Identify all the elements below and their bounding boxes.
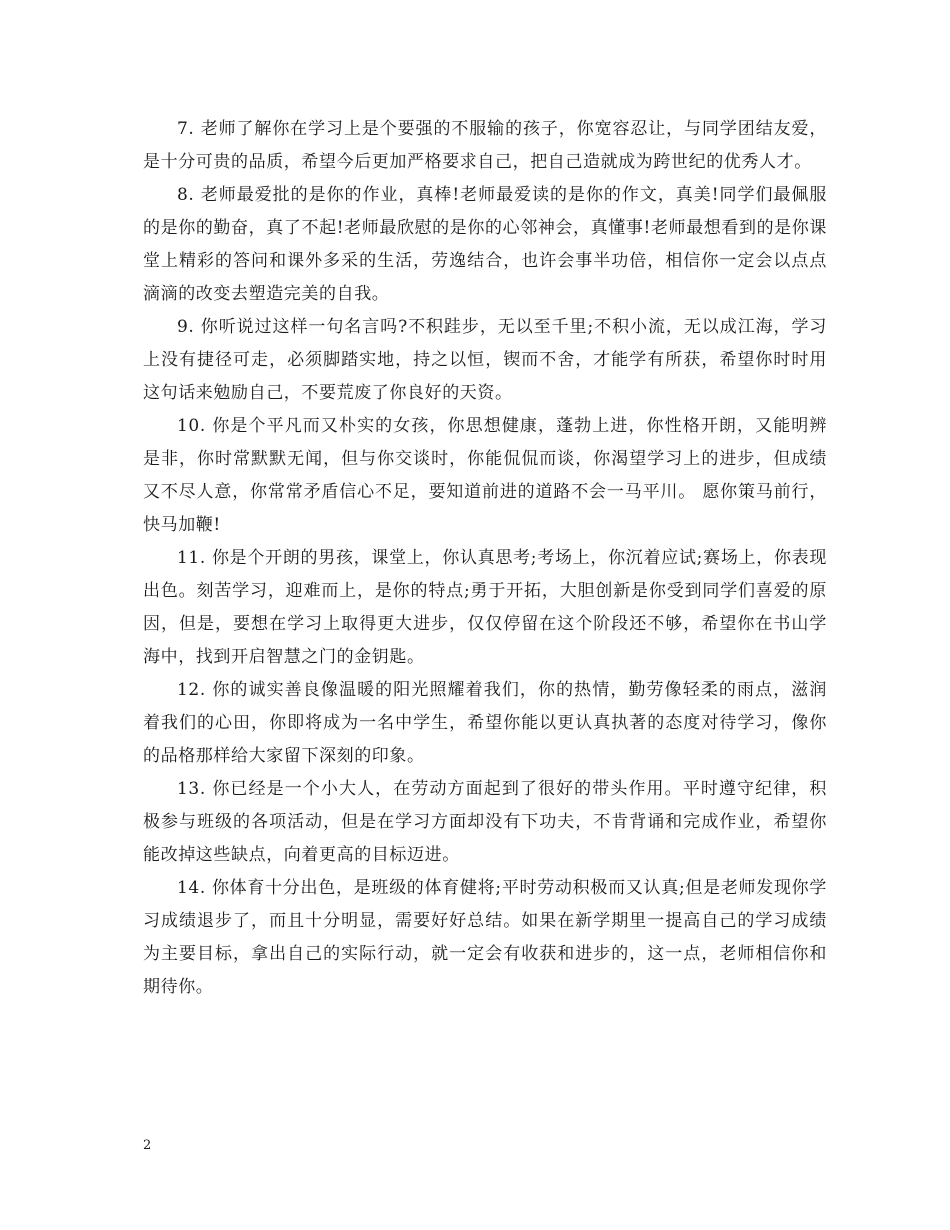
paragraph-8: 8. 老师最爱批的是你的作业，真棒!老师最爱读的是你的作文，真美!同学们最佩服的是你的勤奋，真了不起!老师最欣慰的是你的心邻神会，真懂事!老师最想看到的是你课堂上精彩的答问和课外多采的生活，劳逸结合，也许会事半功倍，相信你一定会以点点滴滴的改变去塑造完美的自我。 xyxy=(143,185,827,304)
paragraph-12: 12. 你的诚实善良像温暖的阳光照耀着我们，你的热情，勤劳像轻柔的雨点，滋润着我们的心田，你即将成为一名中学生，希望你能以更认真执著的态度对待学习，像你的品格那样给大家留下深刻的印象。 xyxy=(143,680,827,766)
page-number: 2 xyxy=(143,1138,152,1153)
paragraph-13: 13. 你已经是一个小大人，在劳动方面起到了很好的带头作用。平时遵守纪律，积极参与班级的各项活动，但是在学习方面却没有下功夫，不肯背诵和完成作业，希望你能改掉这些缺点，向着更高的目标迈进。 xyxy=(143,779,827,865)
paragraph-14: 14. 你体育十分出色，是班级的体育健将;平时劳动积极而又认真;但是老师发现你学习成绩退步了，而且十分明显，需要好好总结。如果在新学期里一提高自己的学习成绩为主要目标，拿出自己的实际行动，就一定会有收获和进步的，这一点，老师相信你和期待你。 xyxy=(143,878,827,997)
paragraph-7: 7. 老师了解你在学习上是个要强的不服输的孩子，你宽容忍让，与同学团结友爱，是十分可贵的品质，希望今后更加严格要求自己，把自己造就成为跨世纪的优秀人才。 xyxy=(143,119,827,172)
paragraph-9: 9. 你听说过这样一句名言吗?不积跬步，无以至千里;不积小流，无以成江海，学习上没有捷径可走，必须脚踏实地，持之以恒，锲而不舍，才能学有所获，希望你时时用这句话来勉励自己，不要荒废了你良好的天资。 xyxy=(143,317,827,403)
paragraph-11: 11. 你是个开朗的男孩，课堂上，你认真思考;考场上，你沉着应试;赛场上，你表现出色。刻苦学习，迎难而上，是你的特点;勇于开拓，大胆创新是你受到同学们喜爱的原因，但是，要想在学习上取得更大进步，仅仅停留在这个阶段还不够，希望你在书山学海中，找到开启智慧之门的金钥匙。 xyxy=(143,548,827,667)
page-body xyxy=(143,113,827,1004)
paragraph-10: 10. 你是个平凡而又朴实的女孩，你思想健康，蓬勃上进，你性格开朗，又能明辨是非，你时常默默无闻，但与你交谈时，你能侃侃而谈，你渴望学习上的进步，但成绩又不尽人意，你常常矛盾信心不足，要知道前进的道路不会一马平川。 愿你策马前行，快马加鞭! xyxy=(143,416,827,535)
